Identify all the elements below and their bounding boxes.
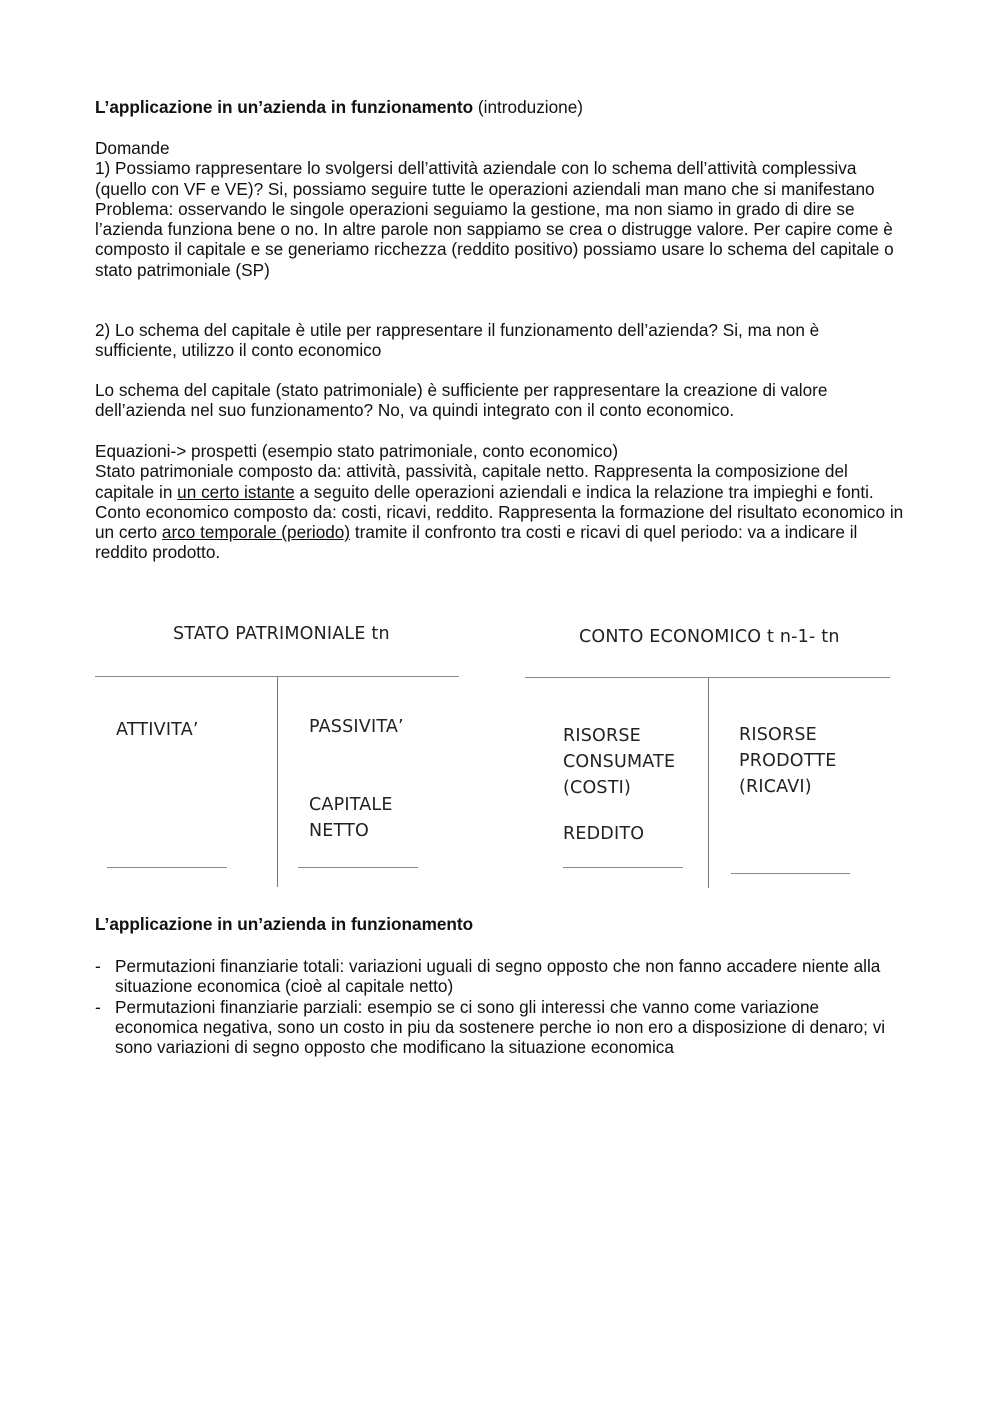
sp-divider [277,677,278,887]
ce-underlined: arco temporale (periodo) [161,522,351,543]
questions-heading: Domande [95,138,170,158]
ce-diagram-title: CONTO ECONOMICO t n-1- tn [579,627,840,647]
ce-costi-label: (COSTI) [563,778,632,798]
conto-economico-paragraph [95,502,905,563]
ce-divider [708,678,709,888]
ce-prodotte-label: PRODOTTE [739,751,837,771]
equations-intro: Equazioni-> prospetti (esempio stato patrimoniale, conto economico) [95,441,619,461]
list-item [95,997,905,1058]
section-title [95,97,905,117]
list-item [95,956,905,997]
stato-patrimoniale-paragraph [95,461,905,502]
sp-text-b: a seguito delle operazioni aziendali e indica la relazione tra impieghi e fonti. [294,481,874,502]
question-1: 1) Possiamo rappresentare lo svolgersi dell’attività aziendale con lo schema dell’attività complessiva (quello con VF e VE)? Si, possiamo seguire tutte le operazioni aziendali man mano che si manifestano [95,158,875,199]
list-item-text: Permutazioni finanziarie parziali: esempio se ci sono gli interessi che vanno come variazione economica negativa, sono un costo in piu da sostenere perche io non ero a disposizione di denaro; vi sono variazioni di segno opposto che modificano la situazione economica [115,996,886,1058]
ce-text-b: tramite il confronto tra costi e ricavi di quel periodo: va a indicare il reddito prodotto. [95,522,858,563]
question-3: Lo schema del capitale (stato patrimoniale) è sufficiente per rappresentare la creazione di valore dell’azienda nel suo funzionamento? No, va quindi integrato con il conto economico. [95,380,828,421]
ce-ricavi-label: (RICAVI) [739,777,812,797]
section2-title: L’applicazione in un’azienda in funzionamento [95,914,474,934]
sp-underlined: un certo istante [177,481,295,502]
sp-right-total-line [298,867,418,868]
question-2: 2) Lo schema del capitale è utile per rappresentare il funzionamento dell’azienda? Si, ma non è sufficiente, utilizzo il conto economico [95,320,820,361]
sp-diagram-title: STATO PATRIMONIALE tn [173,624,390,644]
sp-netto-label: NETTO [309,821,369,841]
sp-passivita-label: PASSIVITA’ [309,717,404,737]
ce-text-a: Conto economico composto da: costi, ricavi, reddito. Rappresenta la formazione del risultato economico in un certo [95,501,904,543]
ce-left-total-line [563,867,683,868]
section-title-rest: (introduzione) [473,97,584,117]
sp-text-a: Stato patrimoniale composto da: attività, passività, capitale netto. Rappresenta la composizione del capitale in [95,461,848,502]
sp-attivita-label: ATTIVITA’ [116,720,199,740]
permutazioni-list [95,956,905,1057]
equations-block [95,441,905,563]
ce-risorse-left: RISORSE [563,726,641,746]
ce-risorse-right: RISORSE [739,725,817,745]
ce-reddito-label: REDDITO [563,824,645,844]
sp-capitale-label: CAPITALE [309,795,393,815]
list-item-text: Permutazioni finanziarie totali: variazioni uguali di segno opposto che non fanno accadere niente alla situazione economica (cioè al capitale netto) [115,956,881,997]
questions-block [95,138,905,280]
section-title-bold: L’applicazione in un’azienda in funzionamento [95,97,474,117]
sp-left-total-line [107,867,227,868]
dash-bullet: - [95,996,101,1017]
ce-right-total-line [731,873,850,874]
problem-paragraph: Problema: osservando le singole operazioni seguiamo la gestione, ma non siamo in grado di dire se l’azienda funziona bene o no. In altre parole non sappiamo se crea o distrugge valore. Per capire come è composto il capitale e se generiamo ricchezza (reddito positivo) possiamo usare lo schema del capitale o stato patrimoniale (SP) [95,198,894,280]
dash-bullet: - [95,956,101,976]
ce-consumate-label: CONSUMATE [563,752,676,772]
